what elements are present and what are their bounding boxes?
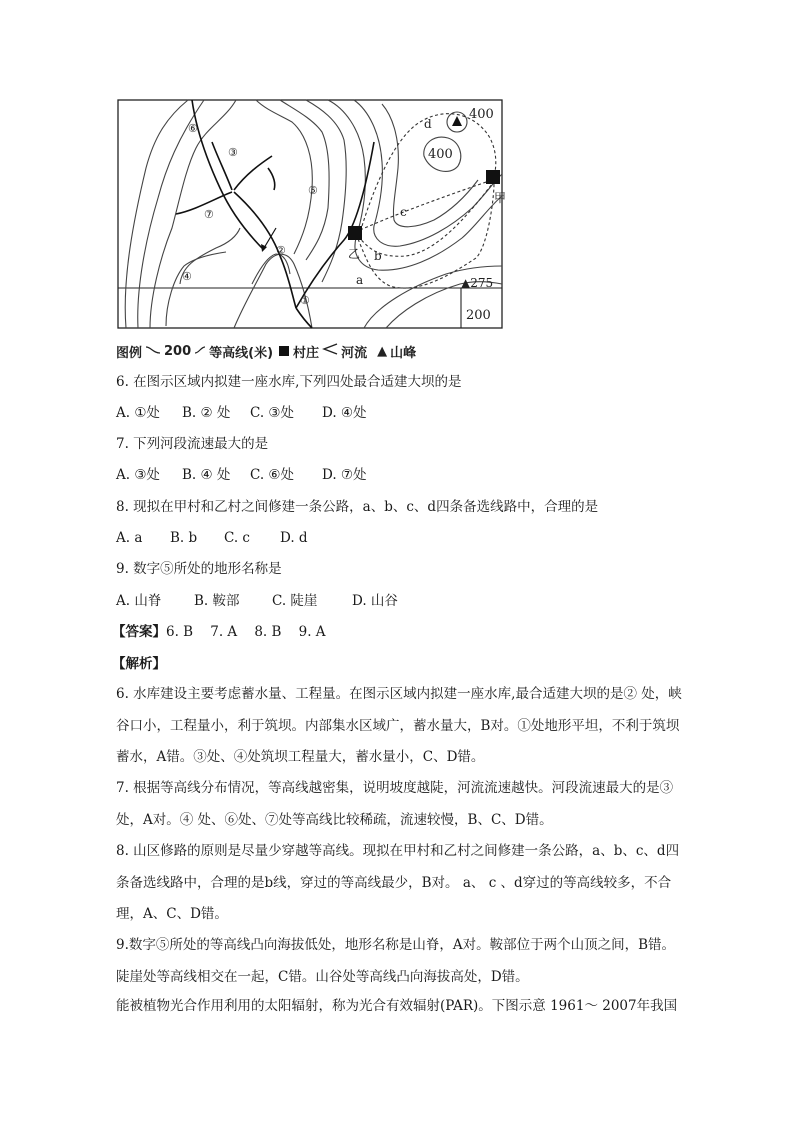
trailing-paragraph: 能被植物光合作用利用的太阳辐射，称为光合有效辐射(PAR)。下图示意 1961～ 2007年我国 — [116, 998, 678, 1014]
q9-option-d: D. 山谷 — [352, 593, 398, 609]
q8-option-b: B. b — [170, 530, 198, 546]
label-village-yi: 乙 — [348, 247, 361, 261]
label-contour-400-hill: 400 — [428, 147, 453, 162]
legend-contour-value: 200 — [164, 343, 192, 359]
label-village-jia: 甲 — [494, 191, 506, 205]
q6-option-d: D. ④处 — [322, 405, 367, 421]
q9-option-c: C. 陡崖 — [272, 593, 318, 609]
analysis-label: 【解析】 — [112, 656, 166, 672]
q7-option-c: C. ⑥处 — [250, 467, 295, 483]
question-9-stem: 9. 数字⑤所处的地形名称是 — [116, 561, 282, 577]
label-route-a: a — [356, 273, 364, 287]
question-7-stem: 7. 下列河段流速最大的是 — [116, 436, 269, 452]
village-jia-marker — [486, 170, 500, 184]
label-route-c: c — [400, 205, 407, 219]
river-legend-icon — [322, 343, 338, 359]
label-peak-275: ▲275 — [461, 276, 494, 290]
label-contour-400-top: 400 — [469, 107, 494, 122]
question-7-options — [116, 465, 367, 485]
q6-option-b: B. ② 处 — [182, 405, 231, 421]
analysis-8: 8. 山区修路的原则是尽量少穿越等高线。现拟在甲村和乙村之间修建一条公路，a、b、c、d四条备选线路中，合理的是b线，穿过的等高线最少，B对。 a、 c 、d穿过的等高线较多，不合理，A、C、D错。 — [116, 843, 680, 922]
label-route-b: b — [374, 249, 382, 263]
route-a — [356, 184, 494, 288]
contour-map — [116, 98, 506, 360]
q6-option-a: A. ①处 — [116, 405, 160, 421]
label-num-7: ⑦ — [204, 208, 214, 221]
contour-line — [234, 254, 312, 328]
river — [192, 100, 264, 250]
q9-option-b: B. 鞍部 — [194, 593, 240, 609]
q7-option-d: D. ⑦处 — [322, 467, 367, 483]
legend-river-label: 河流 — [341, 345, 368, 361]
question-6-stem: 6. 在图示区域内拟建一座水库,下列四处最合适建大坝的是 — [116, 374, 462, 390]
river — [296, 308, 312, 328]
contour-line — [166, 252, 226, 326]
river — [234, 156, 272, 190]
answer-line — [112, 622, 326, 642]
answer-label: 【答案】 — [112, 624, 166, 640]
route-b — [358, 184, 492, 256]
legend-village-label: 村庄 — [293, 345, 320, 361]
q6-option-c: C. ③处 — [250, 405, 295, 421]
question-6-options — [116, 403, 367, 423]
q8-option-d: D. d — [280, 530, 308, 546]
question-8-stem: 8. 现拟在甲村和乙村之间修建一条公路，a、b、c、d四条备选线路中，合理的是 — [116, 499, 599, 515]
analysis-6: 6. 水库建设主要考虑蓄水量、工程量。在图示区域内拟建一座水库,最合适建大坝的是② 处，峡谷口小，工程量小，利于筑坝。内部集水区域广，蓄水量大，B对。①处地形平坦，不利于筑坝蓄水，A错。③处、④处筑坝工程量大，蓄水量小，C、D错。 — [116, 686, 682, 765]
label-num-4: ④ — [182, 270, 192, 283]
label-num-2: ② — [276, 244, 286, 257]
label-num-1: ① — [300, 294, 310, 307]
contour-map-figure — [116, 98, 506, 360]
contour-legend-icon — [145, 344, 161, 359]
q7-option-b: B. ④ 处 — [182, 467, 231, 483]
peak-legend-icon: ▲ — [377, 343, 388, 359]
q8-option-c: C. c — [224, 530, 250, 546]
village-yi-marker — [348, 226, 362, 240]
question-8-options — [116, 528, 308, 548]
label-num-3: ③ — [228, 146, 238, 159]
analysis-9: 9.数字⑤所处的等高线凸向海拔低处，地形名称是山脊，A对。鞍部位于两个山顶之间，B错。陡崖处等高线相交在一起，C错。山谷处等高线凸向海拔高处，D错。 — [116, 937, 676, 985]
label-num-6: ⑥ — [188, 122, 198, 135]
answer-text: 6. B 7. A 8. B 9. A — [166, 624, 326, 640]
analysis-7: 7. 根据等高线分布情况，等高线越密集，说明坡度越陡，河流流速越快。河段流速最大的是③处，A对。④ 处、⑥处、⑦处等高线比较稀疏，流速较慢，B、C、D错。 — [116, 780, 674, 828]
pointer-arrow — [264, 228, 276, 248]
contour-line — [280, 100, 329, 260]
contour-legend-tail-icon — [194, 344, 206, 359]
label-contour-200: 200 — [466, 308, 491, 323]
map-legend — [116, 342, 506, 360]
q7-option-a: A. ③处 — [116, 467, 160, 483]
label-route-d: d — [424, 117, 432, 131]
river — [268, 168, 275, 190]
contour-line — [256, 100, 312, 254]
legend-peak-label: 山峰 — [390, 345, 417, 361]
q9-option-a: A. 山脊 — [116, 593, 162, 609]
village-legend-icon — [279, 346, 289, 356]
contour-line — [328, 100, 502, 270]
legend-title: 图例 — [116, 345, 143, 361]
peak-400-marker — [452, 116, 462, 126]
question-9-options — [116, 591, 398, 611]
label-num-5: ⑤ — [308, 184, 318, 197]
legend-contour-label: 等高线(米) — [209, 345, 274, 361]
q8-option-a: A. a — [116, 530, 143, 546]
